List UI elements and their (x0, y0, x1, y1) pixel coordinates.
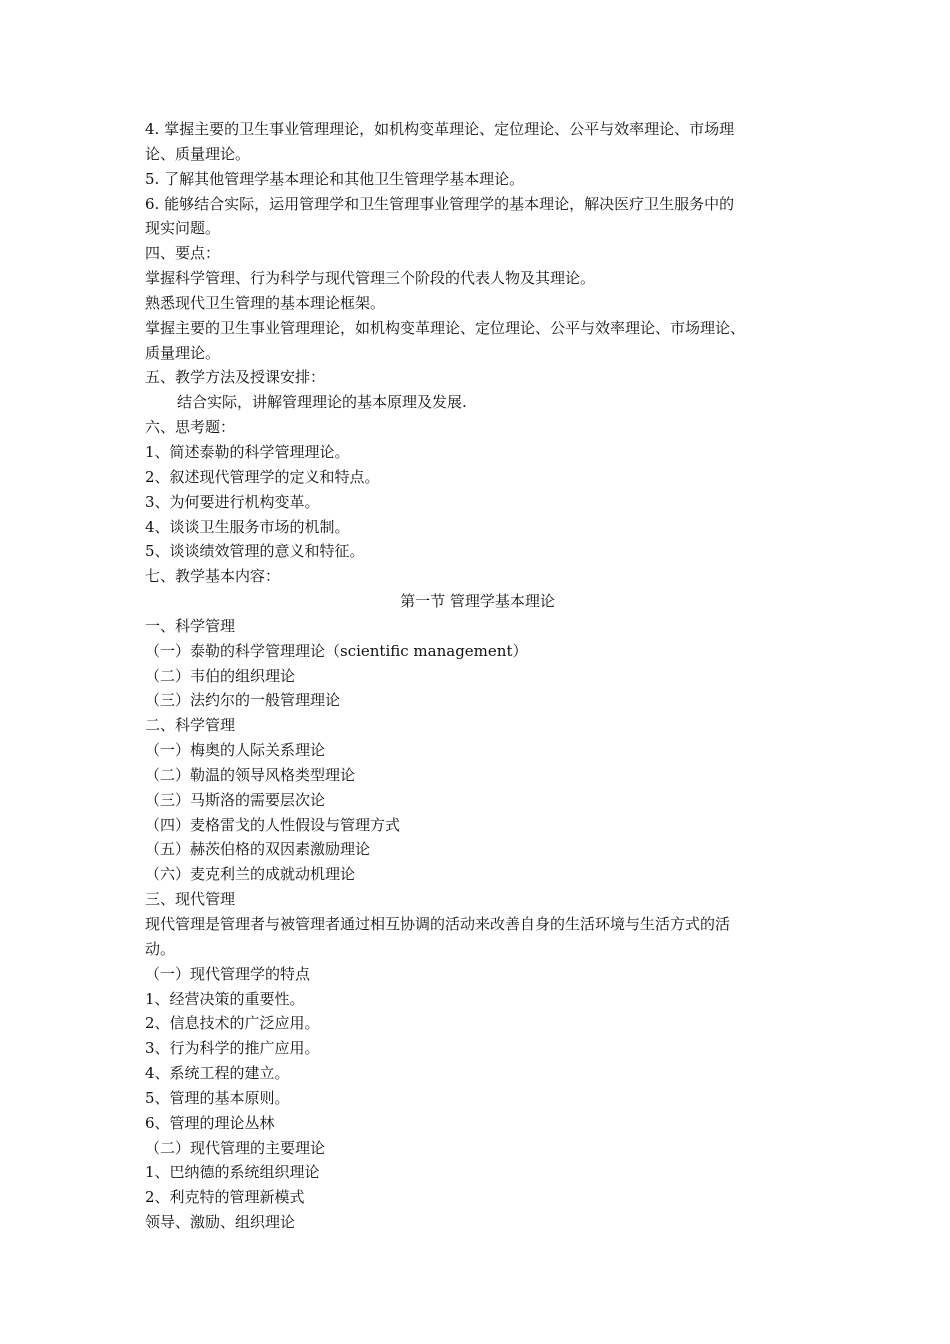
text-line: （三）法约尔的一般管理理论 (145, 691, 341, 710)
text-line: 七、教学基本内容： (145, 567, 281, 586)
document-page (145, 117, 810, 1235)
text-line: 六、思考题： (145, 418, 236, 437)
text-line: 1、巴纳德的系统组织理论 (145, 1163, 320, 1182)
text-line: 二、科学管理 (145, 716, 236, 735)
text-line: 质量理论。 (145, 343, 221, 362)
text-line: 5、管理的基本原则。 (145, 1088, 290, 1107)
text-line: 3、行为科学的推广应用。 (145, 1039, 320, 1058)
text-line: 掌握主要的卫生事业管理理论，如机构变革理论、定位理论、公平与效率理论、市场理论、 (145, 318, 746, 337)
text-line: （一）泰勒的科学管理理论（scientific management） (145, 641, 528, 660)
text-line: 2、信息技术的广泛应用。 (145, 1014, 320, 1033)
text-line: 1、经营决策的重要性。 (145, 989, 305, 1008)
text-line: （四）麦格雷戈的人性假设与管理方式 (145, 815, 401, 834)
text-line: 6. 能够结合实际，运用管理学和卫生管理事业管理学的基本理论，解决医疗卫生服务中的 (145, 194, 735, 213)
text-line: 论、质量理论。 (145, 144, 251, 163)
section-heading: 第一节 管理学基本理论 (400, 592, 555, 611)
text-line: 3、为何要进行机构变革。 (145, 492, 320, 511)
text-line: （二）韦伯的组织理论 (145, 666, 296, 685)
text-line: 4. 掌握主要的卫生事业管理理论，如机构变革理论、定位理论、公平与效率理论、市场理 (145, 120, 735, 138)
text-line: 5、谈谈绩效管理的意义和特征。 (145, 542, 365, 561)
text-line: （六）麦克利兰的成就动机理论 (145, 865, 356, 884)
text-line: （一）梅奥的人际关系理论 (145, 741, 326, 760)
text-line: 领导、激励、组织理论 (145, 1213, 296, 1232)
text-line: （二）勒温的领导风格类型理论 (145, 765, 356, 784)
text-line: （三）马斯洛的需要层次论 (145, 790, 326, 809)
text-line: 1、简述泰勒的科学管理理论。 (145, 442, 350, 461)
text-line: 熟悉现代卫生管理的基本理论框架。 (145, 293, 386, 312)
text-line: 4、谈谈卫生服务市场的机制。 (145, 517, 350, 536)
text-line: 动。 (145, 939, 176, 958)
text-line: 四、要点： (145, 244, 221, 263)
text-line: 现实问题。 (145, 219, 221, 238)
text-line: 现代管理是管理者与被管理者通过相互协调的活动来改善自身的生活环境与生活方式的活 (145, 915, 731, 933)
text-line: 2、叙述现代管理学的定义和特点。 (145, 467, 380, 486)
text-line: 三、现代管理 (145, 890, 236, 909)
text-line: 6、管理的理论丛林 (145, 1113, 275, 1132)
text-line: 4、系统工程的建立。 (145, 1064, 290, 1083)
text-line: （五）赫茨伯格的双因素激励理论 (145, 840, 371, 859)
text-line: 5. 了解其他管理学基本理论和其他卫生管理学基本理论。 (145, 169, 525, 188)
text-line: 2、利克特的管理新模式 (145, 1188, 305, 1207)
text-line: （一）现代管理学的特点 (145, 964, 311, 983)
text-line: 结合实际，讲解管理理论的基本原理及发展. (177, 393, 467, 412)
text-line: 一、科学管理 (145, 616, 236, 635)
text-line: 掌握科学管理、行为科学与现代管理三个阶段的代表人物及其理论。 (145, 269, 596, 288)
text-line: 五、教学方法及授课安排： (145, 368, 326, 387)
text-line: （二）现代管理的主要理论 (145, 1138, 326, 1157)
